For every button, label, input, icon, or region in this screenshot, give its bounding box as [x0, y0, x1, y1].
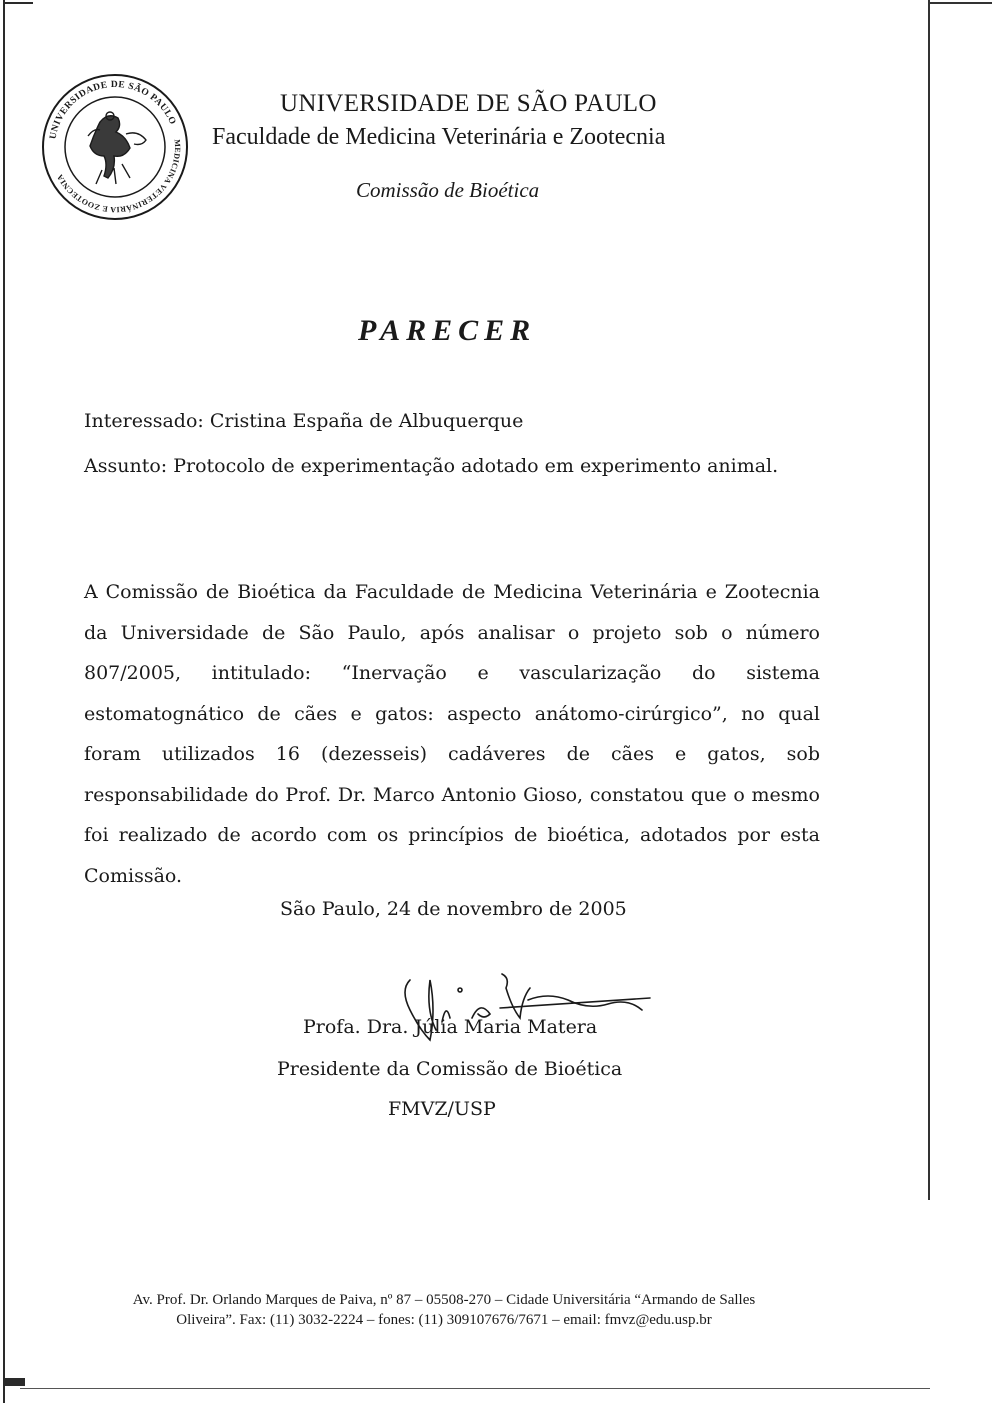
- seal-ring-text-lower: MEDICINA VETERINÁRIA E ZOOTECNIA: [55, 139, 183, 215]
- commission-name: Comissão de Bioética: [356, 178, 540, 202]
- institution-name: UNIVERSIDADE DE SÃO PAULO: [280, 90, 657, 117]
- subject-line: Assunto: Protocolo de experimentação adotado em experimento animal.: [84, 455, 779, 477]
- document-title: PARECER: [358, 314, 537, 347]
- signatory-unit: FMVZ/USP: [388, 1098, 496, 1120]
- signatory-role: Presidente da Comissão de Bioética: [277, 1058, 623, 1080]
- faculty-name: Faculdade de Medicina Veterinária e Zootecnia: [212, 124, 666, 150]
- interested-line: Interessado: Cristina España de Albuquerque: [84, 410, 524, 432]
- scan-edge-left-foot: [3, 1378, 25, 1386]
- scan-edge-right: [928, 0, 930, 1200]
- scan-edge-bottom: [20, 1388, 930, 1389]
- seal-emblem-icon: [88, 112, 146, 184]
- footer-address: [88, 1290, 800, 1330]
- signatory-name: Profa. Dra. Júlia Maria Matera: [303, 1016, 598, 1038]
- footer-line-1: Av. Prof. Dr. Orlando Marques de Paiva, nº 87 – 05508-270 – Cidade Universitária “Armando de Salles: [132, 1292, 756, 1308]
- university-seal: [40, 72, 190, 222]
- scan-edge-left: [3, 0, 5, 1403]
- date-line: São Paulo, 24 de novembro de 2005: [280, 898, 627, 920]
- handwritten-signature: [380, 960, 670, 1060]
- scan-edge-right-top: [928, 2, 992, 4]
- footer-line-2: Oliveira”. Fax: (11) 3032-2224 – fones: (11) 309107676/7671 – email: fmvz@edu.usp.br: [176, 1312, 712, 1328]
- seal-ring-text: UNIVERSIDADE DE SÃO PAULO: [48, 79, 178, 141]
- body-paragraph: A Comissão de Bioética da Faculdade de Medicina Veterinária e Zootecnia da Universidade de São Paulo, após analisar o projeto sob o número 807/2005, intitulado: “Inervação e vascularização do sistema estomatognático de cães e gatos: aspecto anátomo-cirúrgico”, no qual foram utilizados 16 (dezesseis) cadáveres de cães e gatos, sob responsabilidade do Prof. Dr. Marco Antonio Gioso, constatou que o mesmo foi realizado de acordo com os princípios de bioética, adotados por esta Comissão.: [84, 581, 820, 887]
- scan-edge-top: [3, 2, 33, 4]
